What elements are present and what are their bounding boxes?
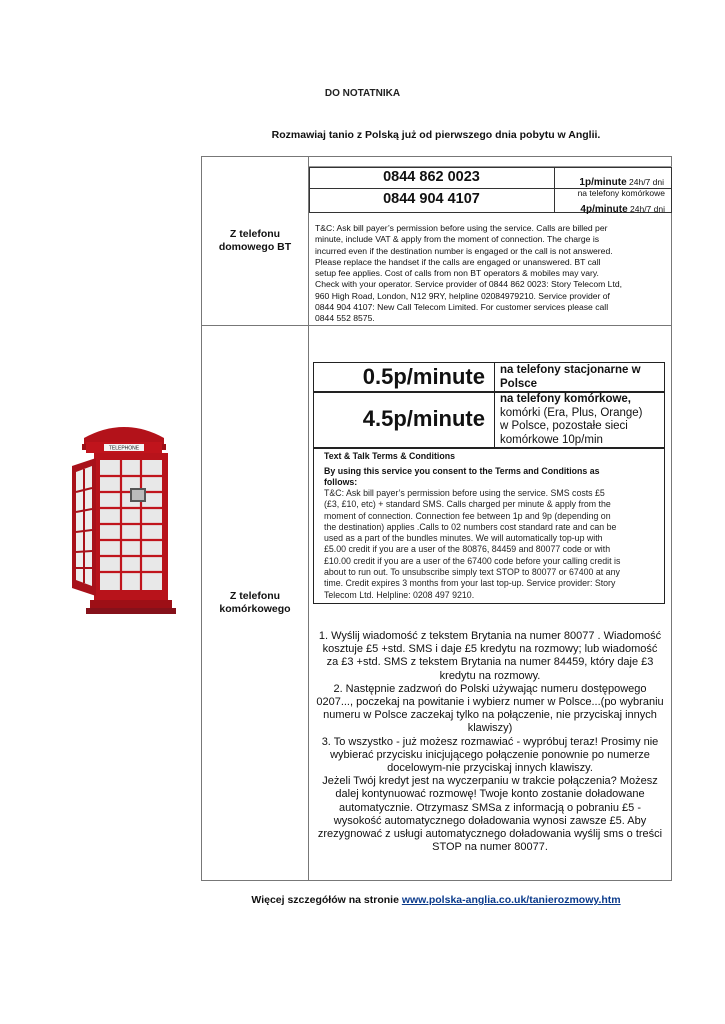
instruction-line: 2. Następnie zadzwoń do Polski używając numeru dostępowego: [333, 682, 647, 695]
price-mobile: 4.5p/minute: [362, 406, 485, 431]
tt-line: used as a part of the bundles minutes. We will automatically top-up with: [324, 533, 603, 544]
bt-tc-line: Check with your operator. Service provider of 0844 862 0023: Story Telecom Ltd,: [315, 279, 622, 290]
price-row-divider: [313, 447, 665, 449]
usage-instructions: [312, 630, 668, 854]
bt-number-row-1-divider: [554, 167, 555, 189]
bt-tc-line: 0844 552 8575.: [315, 313, 375, 324]
instruction-line: 3. To wszystko - już możesz rozmawiać - wypróbuj teraz! Prosimy nie: [321, 735, 659, 748]
tt-line: T&C: Ask bill payer’s permission before using the service. SMS costs £5: [324, 488, 605, 498]
tt-line: the destination) applies .Calls to 02 numbers cost standard rate and can be: [324, 521, 617, 532]
tt-line: Telecom Ltd. Helpline: 0208 497 9210.: [324, 589, 475, 600]
instruction-line: Jeżeli Twój kredyt jest na wyczerpaniu w trakcie połączenia? Możesz: [322, 775, 658, 788]
bt-rate-1-price: 1p/minute: [579, 177, 627, 188]
instruction-line: 0207..., poczekaj na powitanie i wybierz numer w Polsce...(po wybraniu: [316, 696, 664, 709]
instruction-line: 1. Wyślij wiadomość z tekstem Brytania na numer 80077 . Wiadomość: [318, 630, 662, 642]
booth-sign-text: TELEPHONE: [108, 445, 140, 452]
instruction-line: za £3 +std. SMS z tekstem Brytania na numer 84459, który daje £3: [326, 656, 654, 669]
tt-intro-line: follows:: [324, 477, 358, 487]
bt-tc-line: minute, include VAT & apply from the moment of connection. The charge is: [315, 234, 600, 245]
instruction-line: STOP na numer 80077.: [432, 841, 548, 854]
price-column-divider: [494, 362, 495, 448]
instruction-line: kredytu na rozmowy.: [439, 669, 541, 682]
bt-label-line2: domowego BT: [218, 241, 292, 253]
bt-section-label: [208, 228, 302, 254]
instruction-line: wybierać przycisku inicjującego połączenie ponownie po numerze: [330, 748, 650, 761]
tt-line: moment of connection. Connection fee between 1p and 9p (depending on: [324, 510, 611, 521]
bt-number-2: 0844 904 4107: [383, 191, 480, 207]
bt-terms-text: [315, 223, 668, 325]
instruction-line: automatycznie. Otrzymasz SMSa z informacją o pobraniu £5 -: [338, 801, 641, 814]
bt-rate-2-note: na telefony komórkowe: [577, 188, 665, 198]
price-mobile-desc-line: komórkowe 10p/min: [500, 433, 603, 446]
bt-number-1: 0844 862 0023: [383, 169, 480, 185]
bt-rate-2-price: 4p/minute: [580, 204, 628, 215]
bt-rate-2-hours: 24h/7 dni: [627, 204, 665, 214]
bt-tc-line: Please replace the handset if the calls are engaged or unanswered. BT call: [315, 256, 601, 267]
instruction-line: numeru w Polsce zaczekaj tylko na połączenie, nie przyciskaj innych: [323, 709, 657, 722]
bt-tc-line: setup fee applies. Cost of calls from non BT operators & mobiles may vary.: [315, 268, 599, 279]
instruction-line: wysokość automatycznego doładowania wynosi zawsze £5. Aby: [333, 814, 647, 827]
bt-label-line1: Z telefonu: [229, 228, 281, 240]
tt-line: £5.00 credit if you are a user of the 80876, 84459 and 80077 code or with: [324, 544, 611, 555]
bt-tc-line: 0844 904 4107: New Call Telecom Limited. For customer services please call: [315, 302, 609, 313]
bt-rate-2: [558, 199, 665, 217]
tt-line: about to run out. To unsubscribe simply text STOP to 80077 or 67400 at any: [324, 567, 620, 578]
mobile-label-line1: Z telefonu: [229, 590, 281, 602]
price-landline-desc: na telefony stacjonarne w Polsce: [500, 364, 641, 390]
text-talk-terms-title: Text & Talk Terms & Conditions: [324, 451, 455, 461]
price-mobile-desc: [500, 393, 663, 447]
phone-booth-image: [66, 418, 184, 618]
instruction-line: klawiszy): [467, 722, 513, 735]
tt-line: time. Credit expires 3 months from your last top-up. Service provider: Story: [324, 578, 616, 589]
mobile-label-line2: komórkowego: [219, 603, 291, 615]
page-title: DO NOTATNIKA: [324, 88, 401, 99]
text-talk-terms-intro: [324, 466, 657, 488]
mobile-section-label: [208, 590, 302, 616]
tt-line: (£3, £10, etc) + standard SMS. Calls charged per minute & apply from the: [324, 499, 611, 510]
price-mobile-desc-line: w Polsce, pozostałe sieci: [500, 420, 628, 432]
tt-line: £10.00 credit if you are a user of the 67400 code before your calling credit is: [324, 555, 621, 566]
price-mobile-desc-bold: na telefony komórkowe,: [500, 393, 632, 405]
price-landline: 0.5p/minute: [362, 364, 485, 389]
page-subtitle: Rozmawiaj tanio z Polską już od pierwszego dnia pobytu w Anglii.: [271, 129, 601, 141]
footer-website-link[interactable]: www.polska-anglia.co.uk/tanierozmowy.htm: [401, 894, 621, 906]
table-divider-horizontal: [201, 325, 672, 326]
instruction-line: dalej kontynuować rozmowę! Twoje konto zostanie doładowane: [335, 788, 645, 801]
bt-rate-1-hours: 24h/7 dni: [626, 177, 664, 187]
instruction-line: docelowym-nie przyciskaj innych klawiszy.: [387, 762, 593, 775]
table-divider-vertical: [308, 156, 309, 881]
bt-tc-line: 960 High Road, London, N12 9RY, helpline 02084979210. Service provider of: [315, 290, 610, 301]
instruction-line: zrezygnować z usługi automatycznego doładowania wyślij sms o treści: [317, 828, 663, 841]
tt-intro-line: By using this service you consent to the Terms and Conditions as: [324, 466, 600, 476]
bt-number-row-2-divider: [554, 188, 555, 213]
price-mobile-desc-line: komórki (Era, Plus, Orange): [500, 406, 643, 419]
footer-more-info: [0, 894, 725, 906]
bt-tc-line: T&C: Ask bill payer’s permission before using the service. Calls are billed per: [315, 223, 608, 233]
instruction-line: kosztuje £5 +std. SMS i daje £5 kredytu na rozmowy; lub wiadomość: [322, 643, 658, 656]
text-talk-terms-body: [324, 488, 656, 601]
footer-prefix: Więcej szczegółów na stronie: [251, 894, 402, 906]
bt-tc-line: incurred even if the destination number is engaged or the call is not answered.: [315, 245, 613, 256]
